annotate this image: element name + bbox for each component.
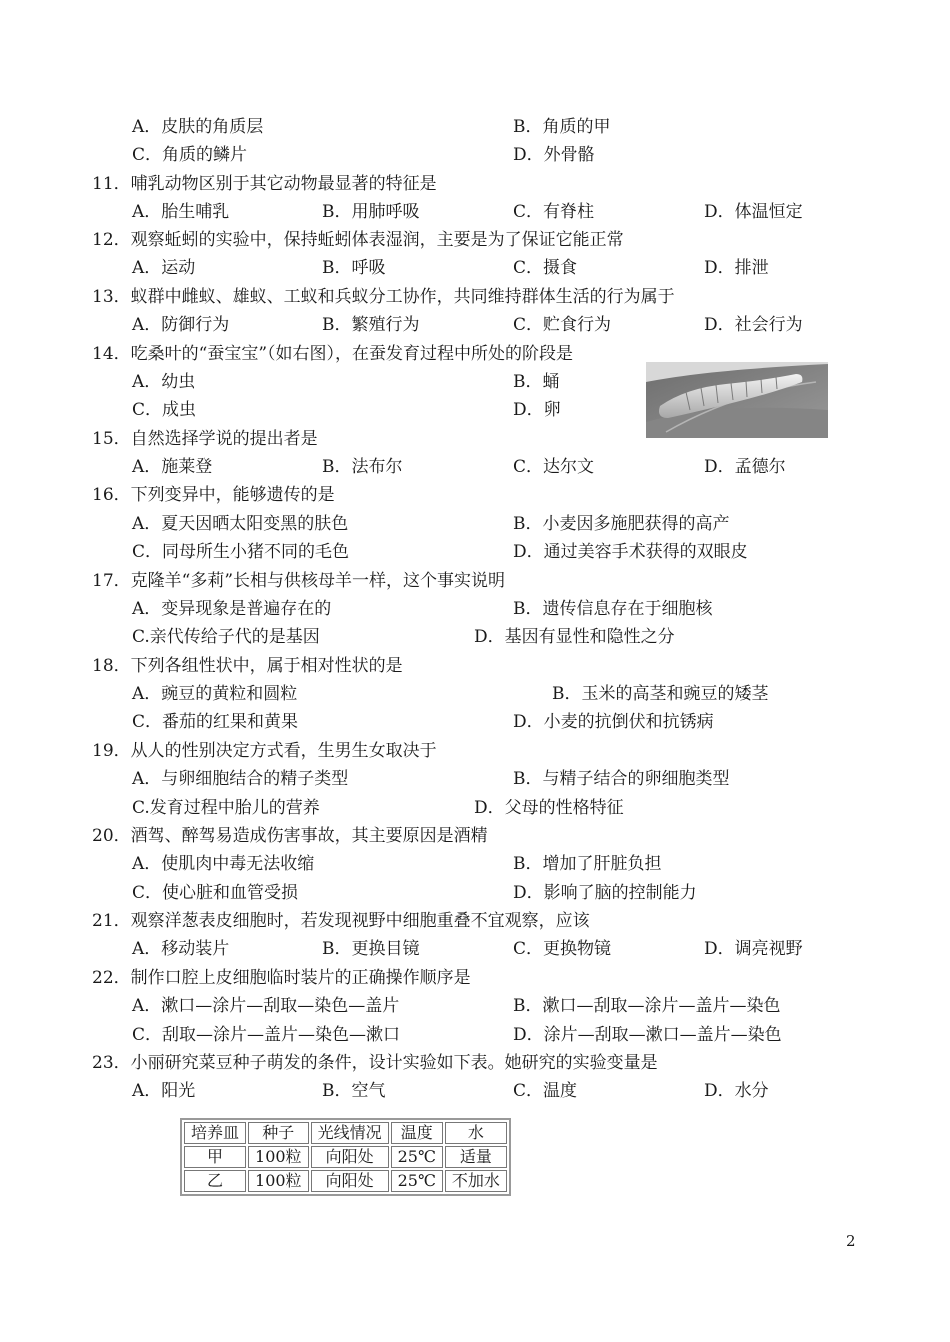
table-cell: 25℃: [391, 1146, 443, 1168]
answer-option: A．皮肤的角质层: [132, 117, 264, 137]
table-cell: 水: [445, 1122, 507, 1144]
answer-option: A．变异现象是普遍存在的: [132, 599, 332, 619]
table-cell: 培养皿: [184, 1122, 246, 1144]
answer-option: D．体温恒定: [704, 202, 803, 222]
answer-option: B．法布尔: [322, 457, 403, 477]
answer-option: D．涂片—刮取—漱口—盖片—染色: [513, 1025, 782, 1045]
answer-option: D．影响了脑的控制能力: [513, 883, 697, 903]
answer-option: C．有脊柱: [513, 202, 595, 222]
answer-option: C．使心脏和血管受损: [132, 883, 299, 903]
answer-option: D．调亮视野: [704, 939, 803, 959]
table-cell: 100粒: [248, 1146, 309, 1168]
answer-option: B．蛹: [513, 372, 560, 392]
answer-option: A．施莱登: [132, 457, 213, 477]
answer-option: B．角质的甲: [513, 117, 611, 137]
table-cell: 甲: [184, 1146, 246, 1168]
answer-option: A．胎生哺乳: [132, 202, 230, 222]
answer-option: A．与卵细胞结合的精子类型: [132, 769, 349, 789]
question-stem: 14．吃桑叶的“蚕宝宝”（如右图），在蚕发育过程中所处的阶段是: [92, 344, 574, 364]
answer-option: A．夏天因晒太阳变黑的肤色: [132, 514, 349, 534]
answer-option: C．同母所生小猪不同的毛色: [132, 542, 350, 562]
table-row: [184, 1146, 507, 1168]
answer-option: C.发育过程中胎儿的营养: [132, 798, 320, 818]
answer-option: C．刮取—涂片—盖片—染色—漱口: [132, 1025, 401, 1045]
answer-option: D．父母的性格特征: [474, 798, 624, 818]
answer-option: A．幼虫: [132, 372, 196, 392]
answer-option: D．水分: [704, 1081, 769, 1101]
answer-option: D．卵: [513, 400, 561, 420]
answer-option: A．阳光: [132, 1081, 196, 1101]
answer-option: C．番茄的红果和黄果: [132, 712, 299, 732]
answer-option: B．小麦因多施肥获得的高产: [513, 514, 730, 534]
answer-option: C．达尔文: [513, 457, 595, 477]
answer-option: C．成虫: [132, 400, 197, 420]
answer-option: B．漱口—刮取—涂片—盖片—染色: [513, 996, 781, 1016]
question-stem: 22．制作口腔上皮细胞临时装片的正确操作顺序是: [92, 968, 471, 988]
experiment-table: [180, 1118, 511, 1196]
table-cell: 光线情况: [311, 1122, 389, 1144]
answer-option: B．遗传信息存在于细胞核: [513, 599, 713, 619]
question-stem: 17．克隆羊“多莉”长相与供核母羊一样，这个事实说明: [92, 571, 506, 591]
answer-option: B．与精子结合的卵细胞类型: [513, 769, 730, 789]
question-stem: 21．观察洋葱表皮细胞时，若发现视野中细胞重叠不宜观察，应该: [92, 911, 590, 931]
answer-option: A．豌豆的黄粒和圆粒: [132, 684, 298, 704]
silkworm-image: [646, 362, 828, 438]
table-cell: 温度: [391, 1122, 443, 1144]
question-stem: 23．小丽研究菜豆种子萌发的条件，设计实验如下表。她研究的实验变量是: [92, 1053, 658, 1073]
answer-option: C．贮食行为: [513, 315, 612, 335]
table-header-row: [184, 1122, 507, 1144]
table-cell: 不加水: [445, 1170, 507, 1192]
answer-option: B．增加了肝脏负担: [513, 854, 662, 874]
question-stem: 13．蚁群中雌蚁、雄蚁、工蚁和兵蚁分工协作，共同维持群体生活的行为属于: [92, 287, 675, 307]
question-stem: 18．下列各组性状中，属于相对性状的是: [92, 656, 403, 676]
table-cell: 乙: [184, 1170, 246, 1192]
answer-option: D．社会行为: [704, 315, 803, 335]
answer-option: D．基因有显性和隐性之分: [474, 627, 675, 647]
page-number: 2: [846, 1232, 856, 1250]
table-row: [184, 1170, 507, 1192]
answer-option: A．漱口—涂片—刮取—染色—盖片: [132, 996, 400, 1016]
question-stem: 15．自然选择学说的提出者是: [92, 429, 318, 449]
question-stem: 20．酒驾、醉驾易造成伤害事故，其主要原因是酒精: [92, 826, 488, 846]
answer-option: D．外骨骼: [513, 145, 595, 165]
question-stem: 19．从人的性别决定方式看，生男生女取决于: [92, 741, 437, 761]
answer-option: B．玉米的高茎和豌豆的矮茎: [552, 684, 769, 704]
answer-option: A．移动装片: [132, 939, 230, 959]
answer-option: D．小麦的抗倒伏和抗锈病: [513, 712, 714, 732]
answer-option: B．更换目镜: [322, 939, 420, 959]
answer-option: D．排泄: [704, 258, 769, 278]
question-stem: 11．哺乳动物区别于其它动物最显著的特征是: [92, 174, 437, 194]
table-cell: 种子: [248, 1122, 309, 1144]
answer-option: B．空气: [322, 1081, 386, 1101]
question-stem: 12．观察蚯蚓的实验中，保持蚯蚓体表湿润，主要是为了保证它能正常: [92, 230, 624, 250]
question-stem: 16．下列变异中，能够遗传的是: [92, 485, 335, 505]
answer-option: B．呼吸: [322, 258, 386, 278]
answer-option: A．运动: [132, 258, 196, 278]
answer-option: C．更换物镜: [513, 939, 612, 959]
answer-option: C．温度: [513, 1081, 578, 1101]
answer-option: B．用肺呼吸: [322, 202, 420, 222]
table-cell: 适量: [445, 1146, 507, 1168]
answer-option: B．繁殖行为: [322, 315, 420, 335]
table-cell: 25℃: [391, 1170, 443, 1192]
answer-option: D．孟德尔: [704, 457, 786, 477]
answer-option: A．防御行为: [132, 315, 230, 335]
silkworm-photo-icon: [646, 362, 828, 438]
answer-option: C．角质的鳞片: [132, 145, 248, 165]
answer-option: A．使肌肉中毒无法收缩: [132, 854, 315, 874]
table-cell: 向阳处: [311, 1170, 389, 1192]
table-cell: 向阳处: [311, 1146, 389, 1168]
answer-option: C.亲代传给子代的是基因: [132, 627, 320, 647]
answer-option: C．摄食: [513, 258, 578, 278]
table-cell: 100粒: [248, 1170, 309, 1192]
answer-option: D．通过美容手术获得的双眼皮: [513, 542, 748, 562]
